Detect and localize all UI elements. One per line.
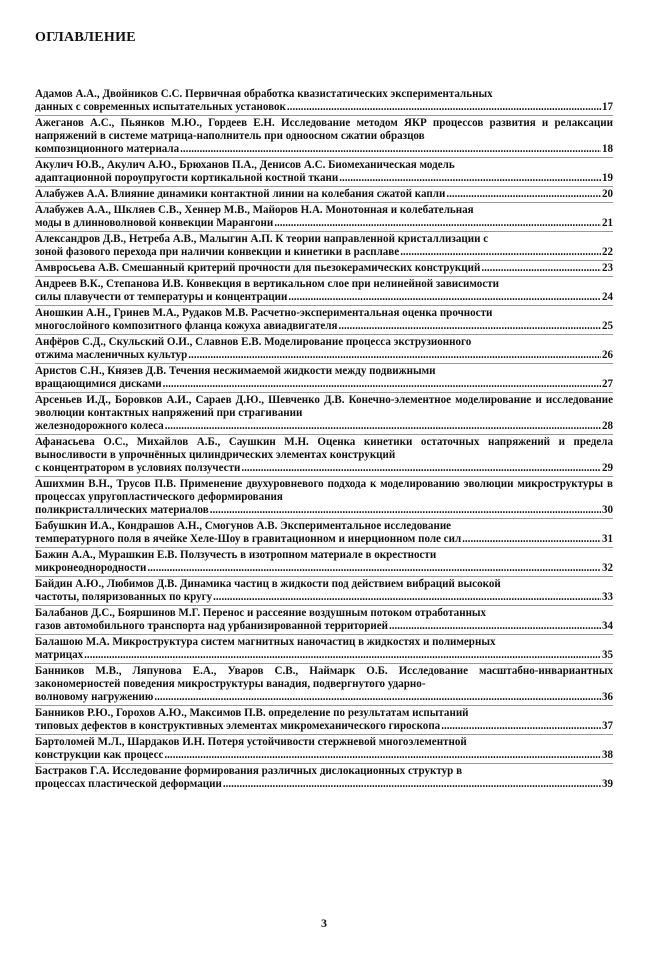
dot-leader <box>288 291 601 304</box>
toc-page-number: 36 <box>601 691 613 703</box>
toc-entry-last-line <box>35 246 613 259</box>
page-title: ОГЛАВЛЕНИЕ <box>35 30 136 45</box>
toc-entry-text: Бажин А.А., Мурашкин Е.В. Ползучесть в изотропном материале в окрестности <box>35 549 437 561</box>
toc-page-number: 26 <box>601 349 613 361</box>
toc-entry-last-line <box>35 462 613 475</box>
toc-page-number: 17 <box>601 101 613 113</box>
toc-page-number: 33 <box>601 591 613 603</box>
toc-page-number: 27 <box>601 378 613 390</box>
toc-entry-last-line <box>35 262 613 275</box>
dot-leader <box>446 188 601 201</box>
dot-leader <box>339 320 601 333</box>
toc-entry-text: поликристаллических материалов <box>35 504 209 516</box>
dot-leader <box>154 691 601 704</box>
toc-entry-text: Амвросьева А.В. Смешанный критерий прочности для пьезокерамических конструкций <box>35 262 481 274</box>
dot-leader <box>223 778 601 791</box>
toc-entry-last-line <box>35 291 613 304</box>
toc-entry-text: частоты, поляризованных по кругу <box>35 591 213 603</box>
toc-entry[interactable] <box>35 336 613 364</box>
toc-entry[interactable] <box>35 736 613 764</box>
toc-page-number: 39 <box>601 778 613 790</box>
toc-entry-text: Акулич Ю.В., Акулич А.Ю., Брюханов П.А., Денисов А.С. Биомеханическая модель <box>35 159 455 171</box>
toc-entry-text: силы плавучести от температуры и концентрации <box>35 291 288 303</box>
toc-list <box>35 88 613 792</box>
toc-entry-text: моды в длинноволновой конвекции Марангони <box>35 217 274 229</box>
toc-entry-text: матрицах <box>35 649 84 661</box>
toc-entry[interactable] <box>35 88 613 116</box>
toc-entry-text: зоной фазового перехода при наличии конвекции и кинетики в расплаве <box>35 246 400 258</box>
toc-entry-last-line <box>35 504 613 517</box>
toc-entry-text: Банников М.В., Ляпунова Е.А., Уваров С.В., Наймарк О.Б. Исследование масштабно-инвариантных закономерностей поведения микроструктуры ванадия, подвергнутого ударно- <box>35 665 613 690</box>
dot-leader <box>180 143 601 156</box>
toc-entry-last-line <box>35 591 613 604</box>
toc-entry-last-line <box>35 320 613 333</box>
toc-page-number: 29 <box>601 462 613 474</box>
toc-entry[interactable] <box>35 765 613 792</box>
toc-entry-text: вращающимися дисками <box>35 378 162 390</box>
toc-entry[interactable] <box>35 188 613 203</box>
toc-entry-text: Ажеганов А.С., Пьянков М.Ю., Гордеев Е.Н. Исследование методом ЯКР процессов развития и релаксации напряжений в системе матрица-наполнитель при одноосном сжатии образцов <box>35 117 613 142</box>
toc-entry-last-line <box>35 778 613 791</box>
toc-entry-text: Ашихмин В.Н., Трусов П.В. Применение двухуровневого подхода к моделированию эволюции микроструктуры в процессах упругопластического деформирования <box>35 478 613 503</box>
dot-leader <box>462 533 601 546</box>
toc-entry[interactable] <box>35 520 613 548</box>
toc-entry-text: Арсеньев И.Д., Боровков А.И., Сараев Д.Ю., Шевченко Д.В. Конечно-элементное моделирование и исследование эволюции контактных напряжений при страгивании <box>35 394 613 419</box>
dot-leader <box>481 262 601 275</box>
toc-entry-last-line <box>35 533 613 546</box>
toc-entry[interactable] <box>35 607 613 635</box>
toc-entry-last-line <box>35 749 613 762</box>
toc-page-number: 28 <box>601 420 613 432</box>
toc-page-number: 19 <box>601 172 613 184</box>
toc-entry-text: температурного поля в ячейке Хеле-Шоу в гравитационном и инерционном поле сил <box>35 533 462 545</box>
toc-entry[interactable] <box>35 307 613 335</box>
toc-entry-text: Бастраков Г.А. Исследование формирования различных дислокационных структур в <box>35 765 463 777</box>
dot-leader <box>210 504 601 517</box>
toc-entry-last-line <box>35 720 613 733</box>
toc-entry-text: Бартоломей М.Л., Шардаков И.Н. Потеря устойчивости стержневой многоэлементной <box>35 736 467 748</box>
toc-entry-text: Балашою М.А. Микроструктура систем магнитных наночастиц в жидкостях и полимерных <box>35 636 496 648</box>
dot-leader <box>389 620 601 633</box>
toc-entry-text: Балабанов Д.С., Бояршинов М.Г. Перенос и рассеяние воздушным потоком отработанных <box>35 607 487 619</box>
toc-entry-text: Афанасьева О.С., Михайлов А.Б., Саушкин М.Н. Оценка кинетики остаточных напряжений и предела выносливости в упрочнённых цилиндрических элементах конструкций <box>35 436 613 461</box>
dot-leader <box>188 349 601 362</box>
toc-page-number: 18 <box>601 143 613 155</box>
toc-entry[interactable] <box>35 233 613 261</box>
dot-leader <box>339 172 601 185</box>
toc-page-number: 38 <box>601 749 613 761</box>
toc-entry[interactable] <box>35 159 613 187</box>
toc-entry[interactable] <box>35 578 613 606</box>
toc-entry[interactable] <box>35 707 613 735</box>
toc-page-number: 20 <box>601 188 613 200</box>
toc-entry-text: Байдин А.Ю., Любимов Д.В. Динамика частиц в жидкости под действием вибраций высокой <box>35 578 501 590</box>
toc-entry-last-line <box>35 378 613 391</box>
toc-entry-text: адаптационной пороупругости кортикальной костной ткани <box>35 172 339 184</box>
toc-entry-text: типовых дефектов в конструктивных элементах микромеханического гироскопа <box>35 720 441 732</box>
toc-page-number: 30 <box>601 504 613 516</box>
toc-page-number: 22 <box>601 246 613 258</box>
toc-page-number: 25 <box>601 320 613 332</box>
toc-entry-text: конструкции как процесс <box>35 749 164 761</box>
dot-leader <box>164 749 601 762</box>
toc-entry[interactable] <box>35 365 613 393</box>
toc-entry-text: Александров Д.В., Нетреба А.В., Малыгин А.П. К теории направленной кристаллизации с <box>35 233 489 245</box>
toc-entry-text: Андреев В.К., Степанова И.В. Конвекция в вертикальном слое при нелинейной зависимости <box>35 278 500 290</box>
toc-entry-text: микронеоднородности <box>35 562 147 574</box>
toc-page-number: 23 <box>601 262 613 274</box>
toc-entry[interactable] <box>35 117 613 158</box>
toc-entry-last-line <box>35 188 613 201</box>
toc-entry-last-line <box>35 143 613 156</box>
toc-page-number: 37 <box>601 720 613 732</box>
toc-entry[interactable] <box>35 636 613 664</box>
toc-entry-last-line <box>35 217 613 230</box>
toc-entry[interactable] <box>35 478 613 519</box>
toc-entry-last-line <box>35 691 613 704</box>
toc-entry-last-line <box>35 649 613 662</box>
dot-leader <box>400 246 601 259</box>
toc-entry-text: Бабушкин И.А., Кондрашов А.Н., Смогунов А.В. Экспериментальное исследование <box>35 520 452 532</box>
toc-entry[interactable] <box>35 394 613 435</box>
dot-leader <box>241 462 601 475</box>
toc-entry-last-line <box>35 420 613 433</box>
toc-entry-last-line <box>35 101 613 114</box>
toc-entry-text: Адамов А.А., Двойников С.С. Первичная обработка квазистатических экспериментальных <box>35 88 493 100</box>
toc-entry[interactable] <box>35 436 613 477</box>
toc-page-number: 31 <box>601 533 613 545</box>
toc-entry-text: Аристов С.Н., Князев Д.В. Течения несжимаемой жидкости между подвижными <box>35 365 436 377</box>
dot-leader <box>441 720 601 733</box>
toc-page-number: 24 <box>601 291 613 303</box>
toc-entry-last-line <box>35 349 613 362</box>
toc-entry-text: железнодорожного колеса <box>35 420 164 432</box>
toc-page <box>35 30 613 793</box>
toc-entry-text: данных с современных испытательных установок <box>35 101 286 113</box>
toc-entry[interactable] <box>35 549 613 577</box>
toc-entry[interactable] <box>35 204 613 232</box>
toc-entry-text: Алабужев А.А., Шкляев С.В., Хеннер М.В., Майоров Н.А. Монотонная и колебательная <box>35 204 474 216</box>
toc-entry-text: с концентратором в условиях ползучести <box>35 462 241 474</box>
toc-entry-text: Анфёров С.Д., Скульский О.И., Славнов Е.В. Моделирование процесса экструзионного <box>35 336 472 348</box>
toc-page-number: 21 <box>601 217 613 229</box>
toc-entry-text: газов автомобильного транспорта над урбанизированной территорией <box>35 620 388 632</box>
toc-entry-text: Банников Р.Ю., Горохов А.Ю., Максимов П.В. определение по результатам испытаний <box>35 707 469 719</box>
toc-entry-text: Аношкин А.Н., Гринев М.А., Рудаков М.В. Расчетно-экспериментальная оценка прочности <box>35 307 493 319</box>
dot-leader <box>165 420 601 433</box>
toc-entry-last-line <box>35 562 613 575</box>
toc-page-number: 32 <box>601 562 613 574</box>
dot-leader <box>274 217 601 230</box>
toc-entry-text: волновому нагружению <box>35 691 154 703</box>
toc-entry-last-line <box>35 172 613 185</box>
dot-leader <box>213 591 601 604</box>
toc-page-number: 35 <box>601 649 613 661</box>
toc-entry-text: процессах пластической деформации <box>35 778 222 790</box>
dot-leader <box>287 101 601 114</box>
dot-leader <box>147 562 601 575</box>
dot-leader <box>163 378 601 391</box>
dot-leader <box>84 649 601 662</box>
toc-entry-last-line <box>35 620 613 633</box>
page-number: 3 <box>321 916 327 930</box>
toc-entry-text: Алабужев А.А. Влияние динамики контактной линии на колебания сжатой капли <box>35 188 446 200</box>
toc-page-number: 34 <box>601 620 613 632</box>
toc-entry-text: композиционного материала <box>35 143 180 155</box>
toc-entry-text: многослойного композитного фланца кожуха авиадвигателя <box>35 320 338 332</box>
toc-entry[interactable] <box>35 262 613 277</box>
toc-entry[interactable] <box>35 665 613 706</box>
toc-entry-text: отжима масленичных культур <box>35 349 188 361</box>
toc-entry[interactable] <box>35 278 613 306</box>
